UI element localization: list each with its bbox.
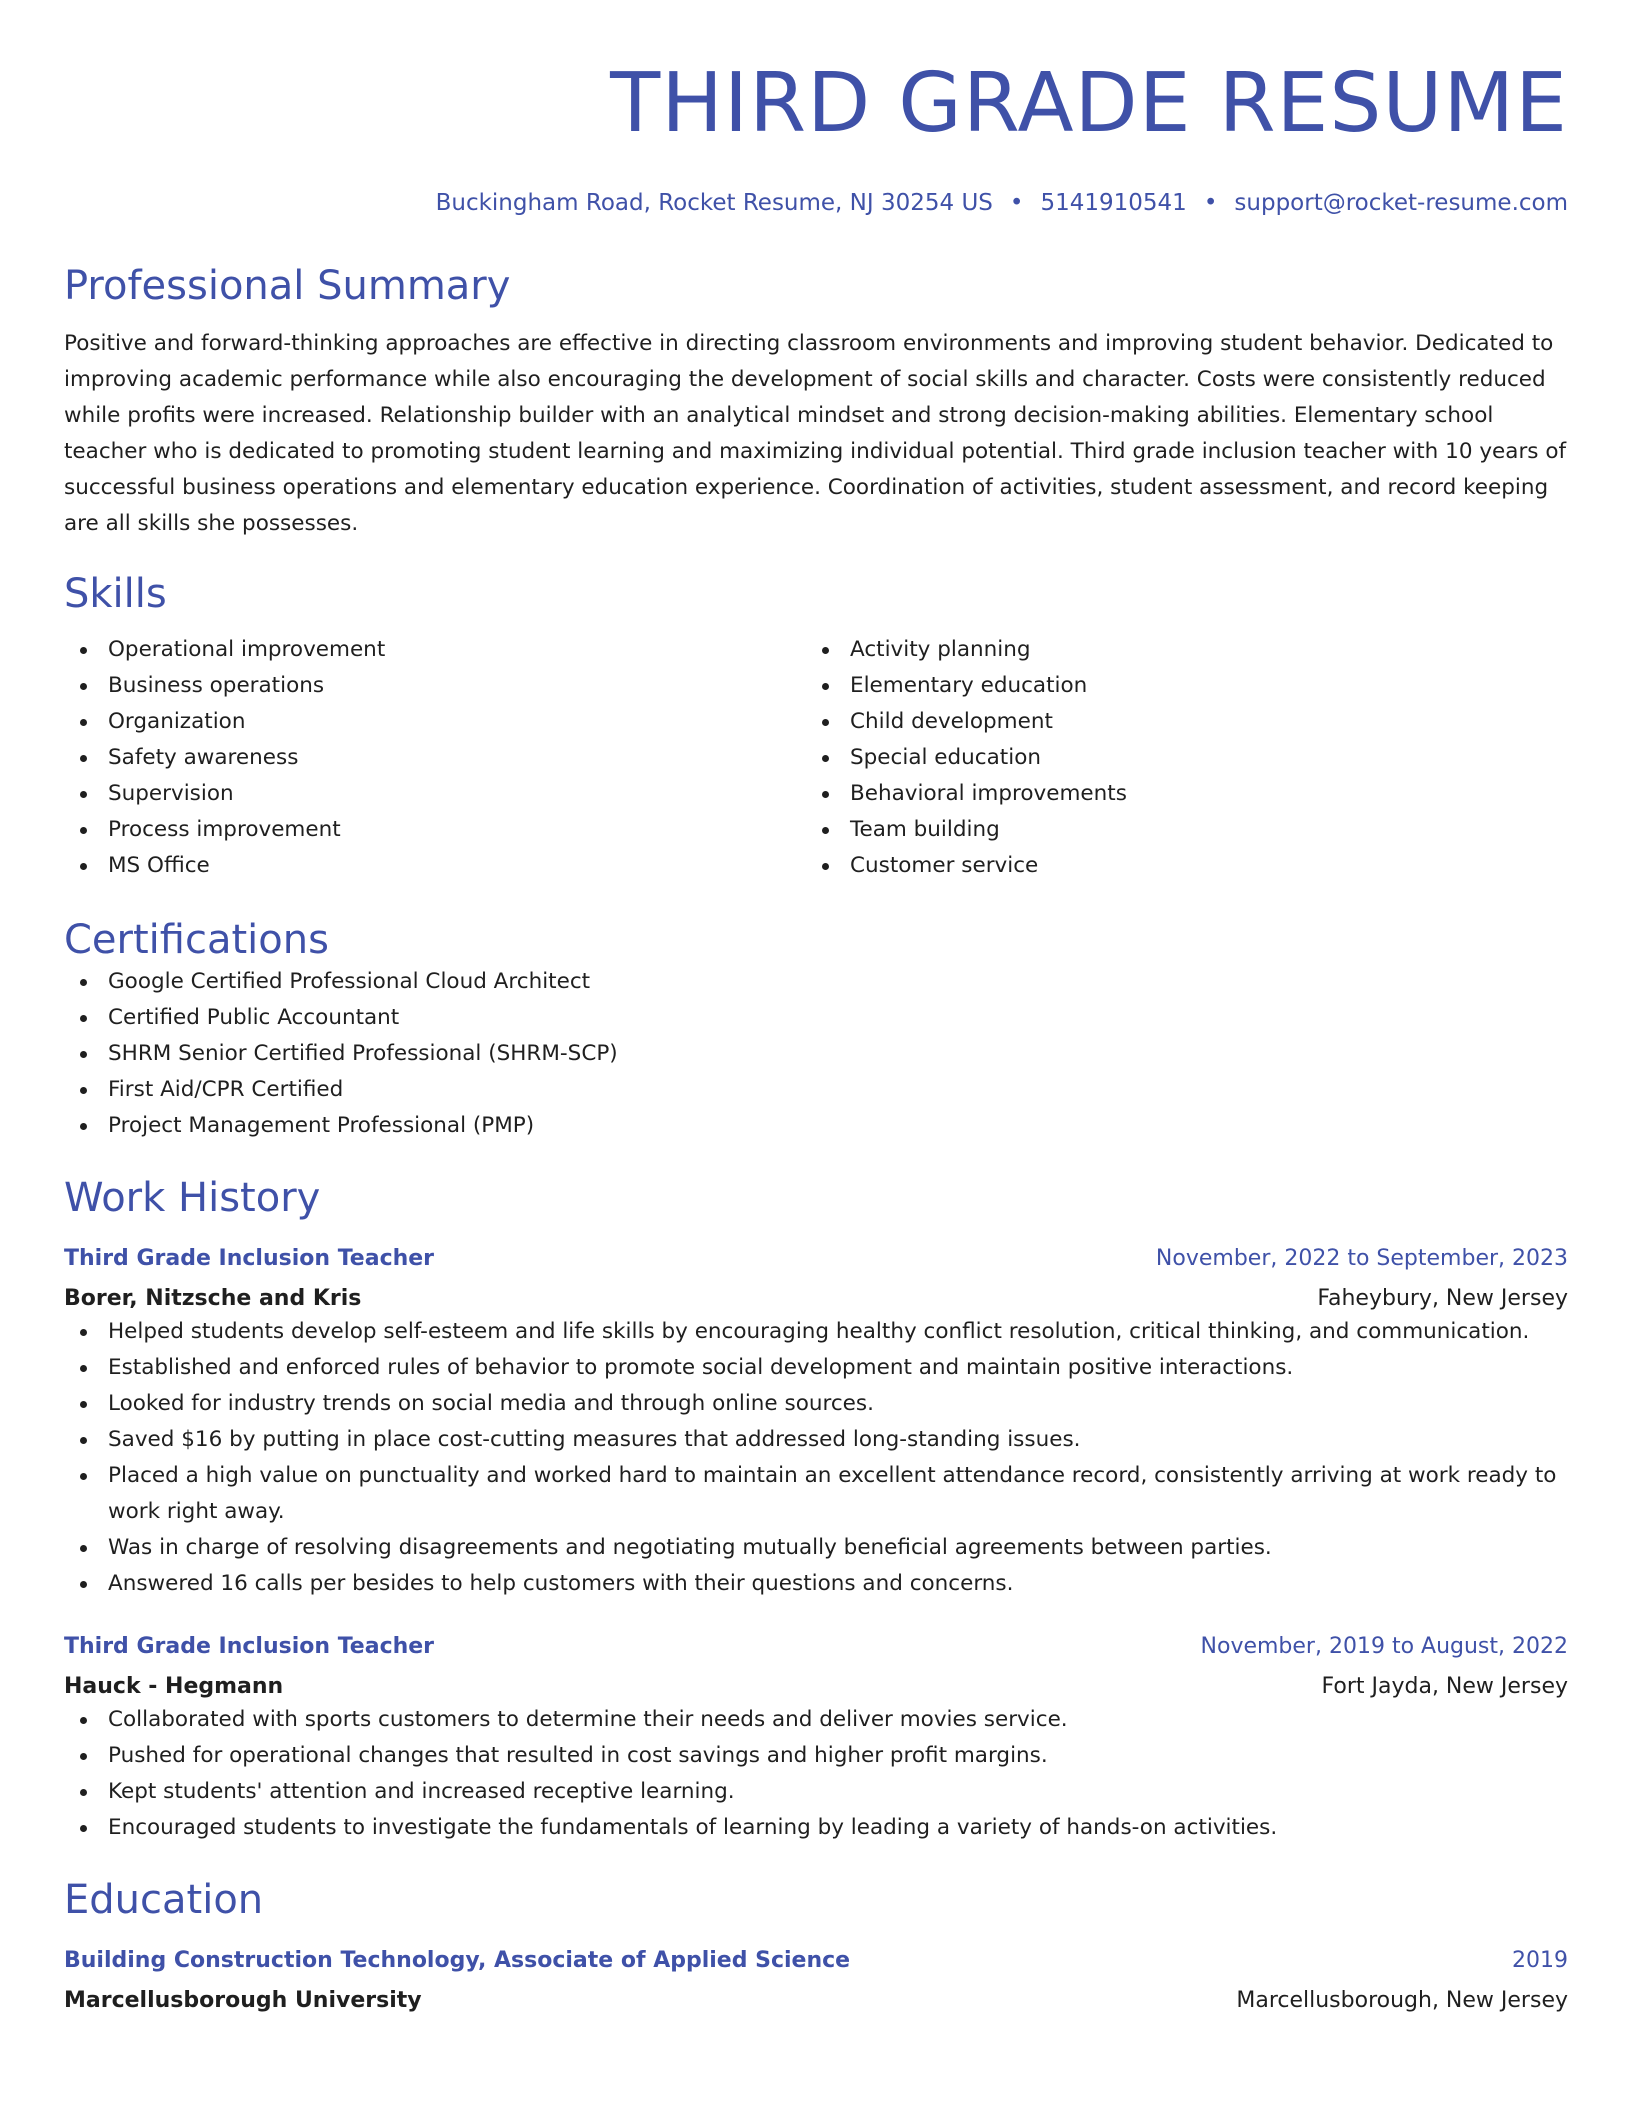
job-duties-list: [64, 1314, 1568, 1602]
bullet-icon: [80, 1753, 87, 1760]
skill-label: Business operations: [108, 673, 325, 698]
resume-page: [64, 0, 1568, 2016]
job-duty-item: [64, 1566, 1568, 1602]
skill-label: Team building: [850, 817, 1000, 842]
job-location: Faheybury, New Jersey: [1317, 1286, 1568, 1311]
skill-label: Operational improvement: [108, 637, 386, 662]
certification-label: Project Management Professional (PMP): [108, 1113, 535, 1138]
job-employer-row: [64, 1662, 1568, 1702]
skill-item: [806, 632, 1548, 668]
skill-item: [806, 668, 1548, 704]
job-duty-item: [64, 1314, 1568, 1350]
education-location: Marcellusborough, New Jersey: [1236, 1988, 1568, 2013]
bullet-icon: [822, 647, 829, 654]
contact-separator: •: [1203, 190, 1218, 216]
bullet-icon: [822, 683, 829, 690]
skill-item: [64, 704, 806, 740]
skills-column-right: [806, 632, 1548, 884]
skill-item: [64, 632, 806, 668]
skills-list-left: [64, 632, 806, 884]
education-entry: [64, 1946, 1568, 2016]
skill-label: Behavioral improvements: [850, 781, 1127, 806]
summary-text: Positive and forward-thinking approaches are effective in directing classroom environments and improving student behavior. Dedicated to improving academic performance while also encouraging the development of social skills and character. Costs were consistently reduced while profits were increased. Relationship builder with an analytical mindset and strong decision-making abilities. Elementary school teacher who is dedicated to promoting student learning and maximizing individual potential. Third grade inclusion teacher with 10 years of successful business operations and elementary education experience. Coordination of activities, student assessment, and record keeping are all skills she possesses.: [64, 331, 1567, 536]
job-duty-item: [64, 1810, 1568, 1846]
education-degree: Building Construction Technology, Associate of Applied Science: [64, 1948, 851, 1973]
job-employer-row: [64, 1274, 1568, 1314]
certification-item: [64, 964, 1568, 1000]
skill-item: [64, 812, 806, 848]
education-school: Marcellusborough University: [64, 1988, 422, 2013]
skills-grid: [64, 632, 1568, 884]
skill-item: [806, 812, 1548, 848]
bullet-icon: [80, 1473, 87, 1480]
bullet-icon: [80, 1087, 87, 1094]
job-duty-item: [64, 1386, 1568, 1422]
bullet-icon: [80, 719, 87, 726]
contact-phone: 5141910541: [1040, 190, 1187, 216]
skill-label: Activity planning: [850, 637, 1031, 662]
summary-heading: Professional Summary: [64, 263, 511, 309]
bullet-icon: [80, 1717, 87, 1724]
bullet-icon: [80, 1825, 87, 1832]
bullet-icon: [80, 979, 87, 986]
skill-label: Supervision: [108, 781, 234, 806]
bullet-icon: [80, 1789, 87, 1796]
certification-item: [64, 1108, 1568, 1144]
bullet-icon: [80, 1401, 87, 1408]
bullet-icon: [80, 683, 87, 690]
job-duty-item: [64, 1774, 1568, 1810]
certification-label: Google Certified Professional Cloud Architect: [108, 969, 591, 994]
skills-heading: Skills: [64, 571, 167, 617]
job-duty-text: Saved $16 by putting in place cost-cutting measures that addressed long-standing issues.: [108, 1427, 1081, 1452]
certifications-heading: Certifications: [64, 917, 329, 963]
bullet-icon: [80, 1015, 87, 1022]
bullet-icon: [80, 827, 87, 834]
certifications-list: [64, 964, 1568, 1144]
bullet-icon: [80, 1051, 87, 1058]
job-duty-text: Was in charge of resolving disagreements and negotiating mutually beneficial agreements between parties.: [108, 1535, 1272, 1560]
job-duty-text: Helped students develop self-esteem and life skills by encouraging healthy conflict resolution, critical thinking, and communication.: [108, 1319, 1530, 1344]
certification-item: [64, 1036, 1568, 1072]
certification-label: Certified Public Accountant: [108, 1005, 400, 1030]
skill-item: [806, 704, 1548, 740]
skill-item: [806, 848, 1548, 884]
job-duty-text: Looked for industry trends on social media and through online sources.: [108, 1391, 874, 1416]
skill-label: Elementary education: [850, 673, 1088, 698]
job-duty-item: [64, 1530, 1568, 1566]
skill-label: MS Office: [108, 853, 210, 878]
skill-item: [64, 740, 806, 776]
job-location: Fort Jayda, New Jersey: [1321, 1674, 1568, 1699]
bullet-icon: [822, 755, 829, 762]
skill-item: [64, 668, 806, 704]
job-entry: [64, 1244, 1568, 1602]
job-dates: November, 2019 to August, 2022: [1200, 1634, 1568, 1659]
skill-label: Safety awareness: [108, 745, 299, 770]
skill-item: [64, 776, 806, 812]
skills-column-left: [64, 632, 806, 884]
job-duty-text: Collaborated with sports customers to determine their needs and deliver movies service.: [108, 1707, 1068, 1732]
resume-title: THIRD GRADE RESUME: [610, 56, 1568, 151]
education-year: 2019: [1512, 1948, 1568, 1973]
education-header-row: [64, 1946, 1568, 1976]
job-dates: November, 2022 to September, 2023: [1155, 1246, 1568, 1271]
bullet-icon: [822, 791, 829, 798]
job-title: Third Grade Inclusion Teacher: [64, 1634, 435, 1659]
contact-address: Buckingham Road, Rocket Resume, NJ 30254 US: [435, 190, 993, 216]
skill-label: Organization: [108, 709, 246, 734]
contact-email: support@rocket-resume.com: [1234, 190, 1568, 216]
bullet-icon: [822, 827, 829, 834]
job-duty-text: Answered 16 calls per besides to help customers with their questions and concerns.: [108, 1571, 1014, 1596]
job-company: Hauck - Hegmann: [64, 1674, 284, 1699]
bullet-icon: [80, 1437, 87, 1444]
contact-separator: •: [1009, 190, 1024, 216]
job-header-row: [64, 1244, 1568, 1274]
bullet-icon: [80, 1581, 87, 1588]
certification-item: [64, 1000, 1568, 1036]
job-company: Borer, Nitzsche and Kris: [64, 1286, 362, 1311]
bullet-icon: [80, 1123, 87, 1130]
education-school-row: [64, 1976, 1568, 2016]
job-duty-text: Established and enforced rules of behavior to promote social development and maintain positive interactions.: [108, 1355, 1294, 1380]
contact-line: [64, 188, 1568, 218]
job-duty-item: [64, 1350, 1568, 1386]
job-title: Third Grade Inclusion Teacher: [64, 1246, 435, 1271]
bullet-icon: [822, 719, 829, 726]
job-duty-text: Kept students' attention and increased receptive learning.: [108, 1779, 735, 1804]
certification-item: [64, 1072, 1568, 1108]
skill-item: [64, 848, 806, 884]
job-duty-item: [64, 1702, 1568, 1738]
bullet-icon: [80, 863, 87, 870]
job-duty-text: Placed a high value on punctuality and worked hard to maintain an excellent attendance record, consistently arriving at work ready to work right away.: [108, 1463, 1557, 1524]
job-duty-item: [64, 1458, 1568, 1530]
skill-label: Child development: [850, 709, 1053, 734]
job-duty-text: Pushed for operational changes that resulted in cost savings and higher profit margins.: [108, 1743, 1048, 1768]
bullet-icon: [80, 755, 87, 762]
bullet-icon: [822, 863, 829, 870]
bullet-icon: [80, 1545, 87, 1552]
job-duty-text: Encouraged students to investigate the fundamentals of learning by leading a variety of hands-on activities.: [108, 1815, 1278, 1840]
job-duty-item: [64, 1422, 1568, 1458]
job-header-row: [64, 1632, 1568, 1662]
certification-label: SHRM Senior Certified Professional (SHRM-SCP): [108, 1041, 618, 1066]
skill-item: [806, 776, 1548, 812]
education-heading: Education: [64, 1877, 264, 1923]
skill-item: [806, 740, 1548, 776]
bullet-icon: [80, 1329, 87, 1336]
job-entry: [64, 1632, 1568, 1846]
bullet-icon: [80, 1365, 87, 1372]
skill-label: Special education: [850, 745, 1041, 770]
work-history-heading: Work History: [64, 1175, 321, 1221]
certification-label: First Aid/CPR Certified: [108, 1077, 344, 1102]
skill-label: Process improvement: [108, 817, 341, 842]
skill-label: Customer service: [850, 853, 1039, 878]
skills-list-right: [806, 632, 1548, 884]
job-duty-item: [64, 1738, 1568, 1774]
bullet-icon: [80, 791, 87, 798]
job-duties-list: [64, 1702, 1568, 1846]
bullet-icon: [80, 647, 87, 654]
